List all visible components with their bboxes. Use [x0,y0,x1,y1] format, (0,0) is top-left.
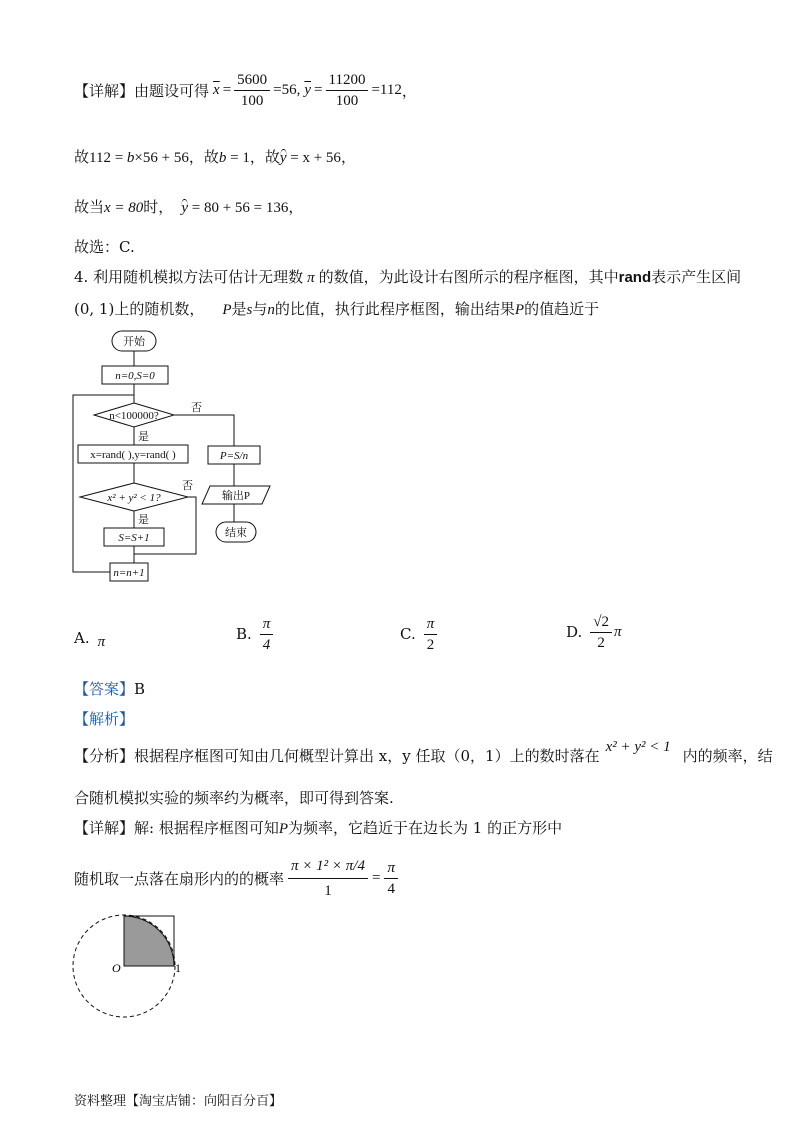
detail-line-3: 故当x = 80时， y = 80 + 56 = 136， [74,198,304,216]
cond1-label: n<100000? [109,410,159,422]
analysis-line-2: 合随机模拟实验的频率约为概率，即可得到答案. [74,789,394,807]
fraction-x: $\frac{5600}{100}$ [234,70,270,111]
init-label: n=0,S=0 [115,370,155,382]
probability-fraction: $\frac{\text{π × 1² × π/4}}{1}$ [288,854,368,903]
quarter-circle-figure [70,912,210,1022]
flowchart [60,325,300,590]
yes1-label: 是 [138,431,149,443]
detail-tag: 【详解】由题设可得 [74,81,210,100]
rand-label: x=rand( ),y=rand( ) [90,449,176,461]
no1-label: 否 [191,402,202,414]
detail-line-1: 【详解】由题设可得 $\overline{x}$ = $\frac{5600}{100}$ =56, $\overline{y}$ = $\frac{11200}{100}$ =112 ， [74,71,417,109]
fraction-y: $\frac{11200}{100}$ [326,70,369,111]
n-inc-label: n=n+1 [113,567,145,579]
choice-line: 故选：C. [74,238,135,256]
s-inc-label: S=S+1 [118,532,150,544]
start-label: 开始 [123,336,145,348]
option-c: C. $\frac{\pi}{2}$ [400,612,437,656]
footer: 资料整理【淘宝店铺：向阳百分百】 [74,1094,283,1109]
p-label: P=S/n [219,450,249,462]
y-bar: $\overline{y}$ [304,81,312,98]
analysis-heading: 【解析】 [74,710,135,728]
question-4-line-1: 4. 利用随机模拟方法可估计无理数 π 的数值，为此设计右图所示的程序框图，其中rand表示产生区间 [74,268,742,286]
yes2-label: 是 [138,514,149,526]
detail-line-4: 【详解】解: 根据程序框图可知P为频率，它趋近于在边长为 1 的正方形中 [74,819,563,837]
detail-line-5: 随机取一点落在扇形内的的概率 $\frac{\text{π × 1² × π/4}}{1}$ = $\frac{\pi}{4}$ [74,850,398,906]
option-a: A. π [74,629,106,650]
question-4-line-2: (0, 1)上的随机数， P是s与n的比值，执行此程序框图，输出结果P的值趋近于 [74,300,600,318]
no2-label: 否 [182,480,193,492]
answer-line: 【答案】B [74,680,146,698]
x-bar: $\overline{x}$ [213,81,220,98]
end-label: 结束 [225,527,247,539]
origin-label: O [112,961,121,975]
analysis-line-1: 【分析】 根据程序框图可知由几何概型计算出 x，y 任取（0，1）上的数时落在 x² + y² < 1 内的频率，结 [74,738,773,765]
shaded-sector [124,916,174,966]
detail-line-2: 故112 = b×56 + 56，故b = 1，故y = x + 56， [74,148,356,166]
cond2-label: x² + y² < 1? [107,492,161,504]
option-b: B. $\frac{\pi}{4}$ [236,612,273,656]
output-label: 输出P [221,490,251,502]
option-d: D. $\frac{√2}{2}$ π [566,613,622,651]
one-label: 1 [175,961,181,975]
